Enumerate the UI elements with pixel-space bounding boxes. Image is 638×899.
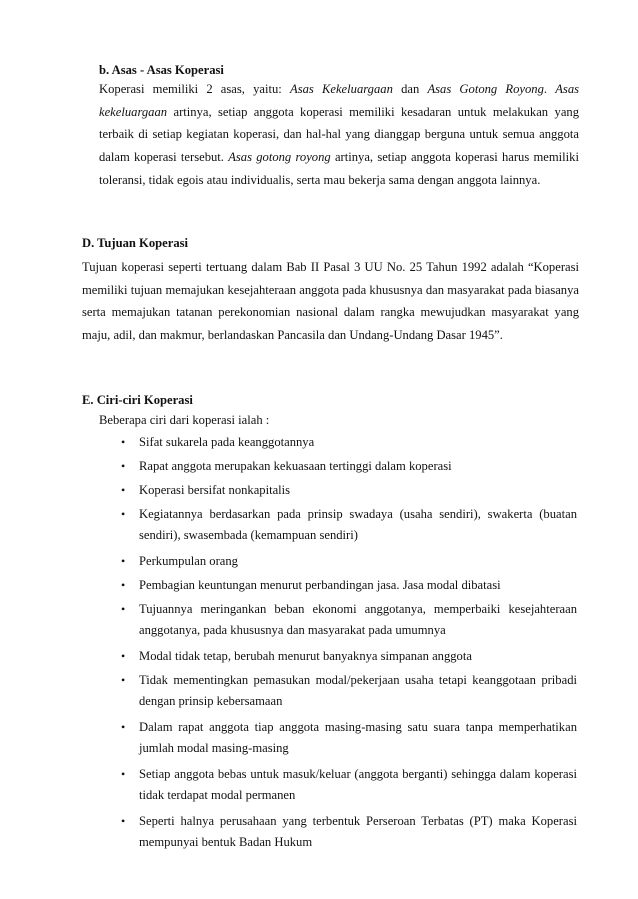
- list-item-text: Rapat anggota merupakan kekuasaan tertinggi dalam koperasi: [139, 459, 452, 473]
- list-item-text: Modal tidak tetap, berubah menurut banyaknya simpanan anggota: [139, 649, 472, 663]
- section-b-italic-1: Asas Kekeluargaan: [290, 82, 393, 96]
- list-item-text: Setiap anggota bebas untuk masuk/keluar (anggota berganti) sehingga dalam koperasi tidak terdapat modal permanen: [139, 767, 577, 802]
- bullet-icon: •: [121, 720, 126, 734]
- list-item: [121, 551, 577, 572]
- section-b-text-2: dan: [392, 82, 428, 96]
- list-item: [121, 504, 577, 546]
- section-b-paragraph: [99, 78, 579, 192]
- list-item: [121, 670, 577, 712]
- bullet-icon: •: [121, 673, 126, 687]
- section-d-heading: D. Tujuan Koperasi: [82, 236, 189, 250]
- section-b-text-3: .: [543, 82, 556, 96]
- list-item: [121, 717, 577, 759]
- bullet-icon: •: [121, 814, 126, 828]
- list-item: [121, 456, 577, 477]
- list-item-text: Tidak mementingkan pemasukan modal/pekerjaan usaha tetapi keanggotaan pribadi dengan prinsip kebersamaan: [139, 673, 577, 708]
- section-b-italic-4: Asas gotong royong: [228, 150, 331, 165]
- list-item: [121, 811, 577, 853]
- list-item: [121, 599, 577, 641]
- list-item: [121, 646, 577, 667]
- section-b-text-4: artinya, setiap anggota koperasi memiliki kesadaran untuk melakukan yang terbaik di setiap kegiatan koperasi, dan hal-hal yang dianggap berguna untuk semua anggota dalam koperasi tersebut.: [99, 104, 579, 165]
- section-e-intro: Beberapa ciri dari koperasi ialah :: [99, 413, 270, 427]
- bullet-icon: •: [121, 435, 126, 449]
- list-item-text: Kegiatannya berdasarkan pada prinsip swadaya (usaha sendiri), swakerta (buatan sendiri), swasembada (kemampuan sendiri): [139, 507, 577, 542]
- bullet-icon: •: [121, 507, 126, 521]
- section-d-paragraph: Tujuan koperasi seperti tertuang dalam Bab II Pasal 3 UU No. 25 Tahun 1992 adalah “Koperasi memiliki tujuan memajukan kesejahteraan anggota pada khususnya dan masyarakat pada biasanya serta memajukan tatanan perekonomian nasional dalam rangka mewujudkan masyarakat yang maju, adil, dan makmur, berlandaskan Pancasila dan Undang-Undang Dasar 1945”.: [82, 260, 579, 342]
- list-item-text: Seperti halnya perusahaan yang terbentuk Perseroan Terbatas (PT) maka Koperasi mempunyai bentuk Badan Hukum: [139, 814, 577, 849]
- list-item: [121, 575, 577, 596]
- list-item-text: Koperasi bersifat nonkapitalis: [139, 483, 291, 497]
- list-item-text: Pembagian keuntungan menurut perbandingan jasa. Jasa modal dibatasi: [139, 578, 501, 592]
- section-b-text-1: Koperasi memiliki 2 asas, yaitu:: [99, 82, 290, 96]
- list-item-text: Dalam rapat anggota tiap anggota masing-masing satu suara tanpa memperhatikan jumlah modal masing-masing: [139, 720, 577, 755]
- bullet-icon: •: [121, 554, 126, 568]
- list-item-text: Perkumpulan orang: [139, 554, 238, 568]
- section-e-heading: E. Ciri-ciri Koperasi: [82, 393, 193, 407]
- section-b-italic-2: Asas Gotong Royong: [427, 82, 544, 96]
- section-b-heading: b. Asas - Asas Koperasi: [99, 63, 224, 77]
- section-b-italic-3: Asas kekeluargaan: [99, 82, 580, 119]
- list-item-text: Sifat sukarela pada keanggotannya: [139, 435, 315, 449]
- list-item-text: Tujuannya meringankan beban ekonomi anggotanya, memperbaiki kesejahteraan anggotanya, pada khususnya dan masyarakat pada umumnya: [139, 602, 577, 637]
- bullet-icon: •: [121, 602, 126, 616]
- bullet-icon: •: [121, 459, 126, 473]
- list-item: [121, 480, 577, 501]
- list-item: [121, 764, 577, 806]
- bullet-icon: •: [121, 578, 126, 592]
- list-item: [121, 432, 577, 453]
- characteristics-list: [121, 432, 577, 858]
- bullet-icon: •: [121, 767, 126, 781]
- bullet-icon: •: [121, 649, 126, 663]
- bullet-icon: •: [121, 483, 126, 497]
- section-b-text-5: artinya, setiap anggota koperasi harus memiliki toleransi, tidak egois atau individualis, serta mau bekerja sama dengan anggota lainnya.: [99, 150, 579, 187]
